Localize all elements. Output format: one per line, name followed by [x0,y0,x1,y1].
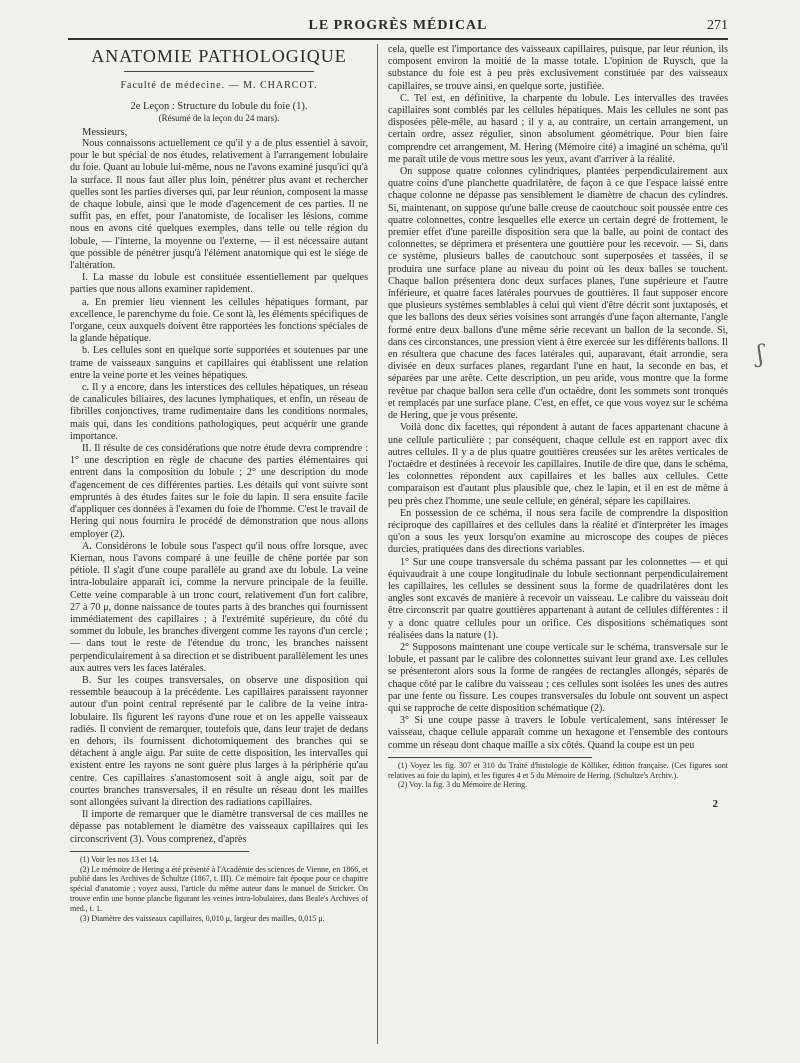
footnote: (2) Le mémoire de Hering a été présenté à l'Académie des sciences de Vienne, en 1866, et publié dans les Archives de Schultze (1867, t. III). Ce mémoire fait époque pour ce chapitre spécial d'anatomie ; voyez aussi, l'article du même auteur dans le manuel de Stricker. On trouve enfin une bonne planche figurant les veines intra-lobulaires, dans Beale's Archives of med., t. 1. [70,864,368,913]
lecture-title: 2e Leçon : Structure du lobule du foie (1). [130,101,308,112]
paragraph: c. Il y a encore, dans les interstices des cellules hépatiques, un réseau de canalicules biliaires, des lacunes lymphatiques, et enfin, un réseau de fibrilles conjonctives, trame rudimentaire dans les conditions normales, mais qui, dans les conditions pathologiques, peut acquérir une grande importance. [70,382,368,442]
paragraph: I. La masse du lobule est constituée essentiellement par quelques parties que nous allons examiner rapidement. [70,272,368,296]
footnote: (3) Diamètre des vaisseaux capillaires, 0,010 μ, largeur des mailles, 0,015 μ. [80,913,325,923]
paragraph: 1° Sur une coupe transversale du schéma passant par les colonnettes — et qui équivaudrait à une coupe longitudinale du lobule sectionnant perpendiculairement les capillaires, les cellules se dessinent sous la forme de quadrilatères dont les angles sont excavés de manière à recevoir un vaisseau. Le calibre du vaisseau doit être circonscrit par quatre gouttières appartenant à autant de cellules différentes : il y a donc quatre cellules pour un orifice. Ces dispositions schématiques sont réalisées dans la nature (1). [388,556,728,641]
paragraph: 2° Supposons maintenant une coupe verticale sur le schéma, transversale sur le lobule, et passant par le calibre des colonnettes suivant leur grand axe. Les cellules se présenteront alors sous la forme de rangées de rectangles allongés, séparés de chaque côté par le calibre du vaisseau ; ces cellules sont isolées les unes des autres par une fente ou fissure. Les coupes transversales du lobule ont souvent un aspect qui se rapproche de cette disposition schématique (2). [388,641,728,714]
section-title: ANATOMIE PATHOLOGIQUE [91,46,347,66]
paragraph: A. Considérons le lobule sous l'aspect qu'il nous offre lorsque, avec Kiernan, nous l'avons comparé à une feuille de chêne portée par son pétiole. Il s'agit d'une coupe parallèle au grand axe du lobule. La veine intra-lobulaire apparaît ici, comme la nervure principale de la feuille. Cette veine comparable à un tronc court, relativement d'un fort calibre, 27 à 70 μ, donne naissance de toutes parts à des branches qui fournissent immédiatement des capillaires ; à l'extrémité supérieure, du côté du sommet du lobule, les branches divergent comme les rayons d'un cercle ; — dans tout le reste de l'étendue du tronc, les branches naissent perpendiculairement à sa direction et se distribuent parallèlement les unes aux autres vers les faces latérales. [70,540,368,674]
paragraph: En possession de ce schéma, il nous sera facile de comprendre la disposition réciproque des capillaires et des cellules dans la réalité et d'interpréter les images qu'on a sous les yeux lorsqu'on examine au microscope des coupes de pièces durcies, pratiquées dans des directions variables. [388,507,728,556]
salutation: Messieurs, [82,127,128,138]
paragraph: B. Sur les coupes transversales, on observe une disposition qui ressemble beaucoup à la précédente. Les capillaires paraissent rayonner autour d'un point central représenté par le calibre de la veine intra-lobulaire. Ils figurent les rayons d'une roue et on les appelle vaisseaux radiés. Il convient de remarquer, toutefois que, dans leur trajet de dedans en dehors, ils fournissent dichotomiquement des branches qui se détachent à angle aigu. Par suite de cette disposition, les intervalles qui existent entre les rayons ne sont guère plus larges à la périphérie qu'au centre. Ces capillaires s'anastomosent soit à angle aigu, soit par de courtes branches transversales, il en résulte un réseau dont les mailles sont allongées suivant la direction des radiations capillaires. [70,674,368,808]
title-rule [124,71,314,72]
paragraph: Voilà donc dix facettes, qui répondent à autant de faces appartenant chacune à une cellule particulière ; par conséquent, chaque cellule est en rapport avec dix autres cellules. Il y a de plus quatre gouttières creusées sur les arêtes verticales de l'octaèdre et destinées à recevoir les capillaires. Inutile de dire que, dans le schéma, les colonnettes répondent aux capillaires et les balles aux cellules. Cette comparaison est d'autant plus plausible que, chez le lapin, et il en est de même à peu près chez l'homme, une seule cellule, en général, sépare les capillaires. [388,422,728,507]
footnote-rule [388,757,592,758]
journal-title: LE PROGRÈS MÉDICAL [308,18,488,33]
footnote: (2) Voy. la fig. 3 du Mémoire de Hering. [398,780,528,790]
paragraph: a. En premier lieu viennent les cellules hépatiques formant, par excellence, le parenchyme du foie. Ce sont là, les éléments spécifiques de l'organe, ceux auxquels doivent être rapportées les fonctions spéciales de la glande hépatique. [70,296,368,345]
footnote-rule [70,851,249,852]
margin-annotation-mark: ʃ [757,340,764,368]
lecture-summary: (Résumé de la leçon du 24 mars). [158,113,280,123]
faculty-line: Faculté de médecine. — M. CHARCOT. [120,80,318,91]
signature-mark: 2 [712,798,718,811]
page-number: 271 [707,18,728,33]
paragraph: Nous connaissons actuellement ce qu'il y a de plus essentiel à savoir, pour le but spécial de nos études, relativement à l'arrangement lobulaire du foie. Quant au lobule lui-même, nous ne l'avons examiné jusqu'ici qu'à la surface. Il nous faut aller plus loin, pénétrer plus avant et rechercher quelles sont les parties diverses qui, par leur réunion, composent la masse de chaque lobule, ainsi que le mode d'agencement de ces parties. Il ne suffit pas, en effet, pour l'anatomiste, de localiser les lésions, comme nous en avons cité quelques exemples, dans telle ou telle région du lobule, — l'interne, la moyenne ou l'externe, — il est nécessaire autant que possible de pénétrer jusqu'à l'élément anatomique qui est le siége de l'altération. [70,138,368,272]
paragraph: On suppose quatre colonnes cylindriques, plantées perpendiculairement aux quatre coins d'une planchette quadrilatère, de façon à ce que l'espace laissé entre chaque colonne ne dépasse pas sensiblement le diamètre de chacun des cylindres. Si, maintenant, on suppose qu'une balle creuse de caoutchouc soit poussée entre ces quatre colonnettes, contre lesquelles elle exerce un certain degré de frottement, le premier effet d'une pareille disposition sera que la balle, au point de contact des colonnettes, se déprimera et présentera une gouttière pour les recevoir. — Si, dans ce système, plusieurs balles de caoutchouc sont superposées et tassées, il se produira une surface plane au niveau du point où les deux balles se touchent. Chaque ballon présentera donc deux surfaces planes, l'une supérieure et l'autre inférieure, et quatre faces latérales pourvues de gouttières. Il faut supposer encore que plusieurs systèmes semblables à celui qui vient d'être décrit sont juxtaposés, et que les ballons des deux séries voisines sont arrangés d'une façon alternante, l'angle formé entre deux ballons d'une même série recevant un ballon de la seconde. Si, dans ces circonstances, une pression vient à être exercée sur les différents ballons. Il en résultera que chacune des faces latérales qui, auparavant, était arrondie, sera divisée en deux surfaces planes, regardant l'une en haut, la seconde en bas, et séparées par une arête. Cette description, un peu aride, vous montre que la forme revêtue par chaque ballon sera celle d'un octaèdre, dont les sommets sont tronqués et remplacés par une surface plane. C'est, en effet, ce que vous voyez sur le schéma de Hering, que je vous présente. [388,166,728,422]
footnote: (1) Voyez les fig. 307 et 310 du Traité d'histologie de Kölliker, édition française. (Ces figures sont relatives au foie du lapin), et les figures 4 et 5 du Mémoire de Hering. (Schultze's Archiv.). [388,760,728,780]
paragraph: b. Les cellules sont en quelque sorte supportées et soutenues par une trame de vaisseaux sanguins et capillaires qui établissent une relation entre la veine porte et les veines hépatiques. [70,345,368,381]
footnote: (1) Voir les nos 13 et 14. [80,854,159,864]
paragraph: C. Tel est, en définitive, la charpente du lobule. Les intervalles des travées capillaires sont comblés par les cellules hépatiques. Mais les cellules ne sont pas disposées pêle-mêle, au hasard ; il y a, au contraire, un certain arrangement, un certain ordre, assez régulier, sinon absolument géométrique. Pour bien faire comprendre cet arrangement, M. Hering (Mémoire cité) a imaginé un schéma, qu'il me paraît utile de vous mettre sous les yeux, avant d'arriver à la réalité. [388,92,728,165]
left-column [70,44,368,1052]
paragraph: II. Il résulte de ces considérations que notre étude devra comprendre : 1° une description en règle de chacune des parties élémentaires qui entrent dans la composition du lobule ; 2° une description du mode d'agencement de ces différentes parties. Les détails qui vont suivre sont empruntés à des études faites sur le foie du lapin. Il sera ensuite facile d'appliquer ces données à l'examen du foie de l'homme. C'est le travail de Hering qui nous fournira le procédé de démonstration que nous allons employer (2). [70,443,368,540]
paragraph: cela, quelle est l'importance des vaisseaux capillaires, puisque, par leur réunion, ils composent environ la moitié de la masse totale. L'opinion de Ruysch, que la substance du foie est à peu près exclusivement constituée par des vaisseaux capillaires, se trouve ainsi, en quelque sorte, justifiée. [388,44,728,92]
header-rule [68,38,728,40]
right-column [388,44,728,1052]
paragraph: 3° Si une coupe passe à travers le lobule verticalement, sans intéresser le vaisseau, chaque cellule apparaît comme un hexagone et l'ensemble des contours comme un réseau dont chaque maille a six côtés. Quand la coupe est un peu [388,715,728,751]
column-divider [377,44,378,1044]
paragraph: Il importe de remarquer que le diamètre transversal de ces mailles ne dépasse pas notablement le diamètre des vaisseaux capillaires qui les circonscrivent (3). Vous comprenez, d'après [70,809,368,845]
